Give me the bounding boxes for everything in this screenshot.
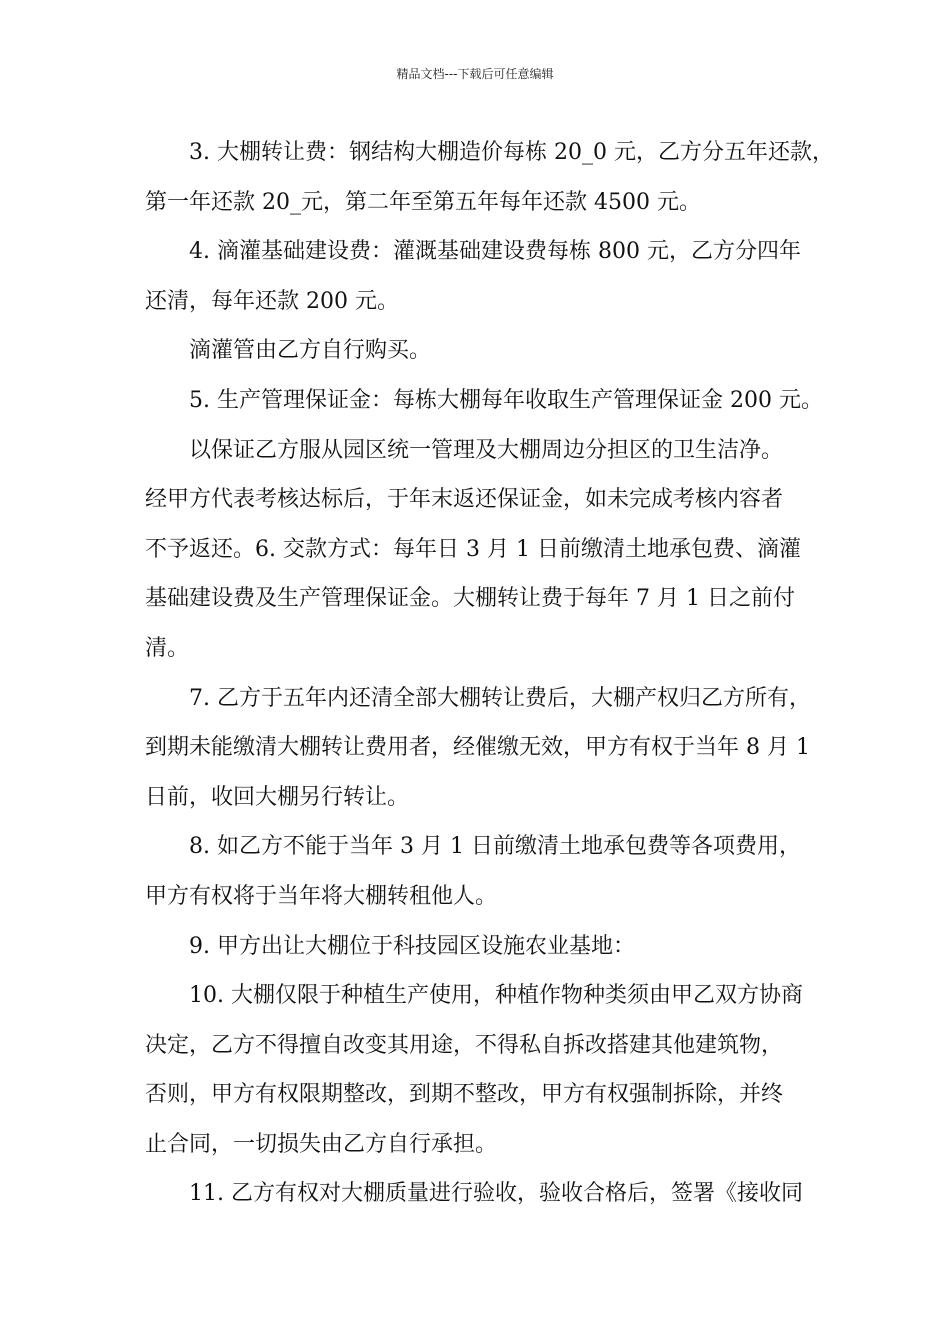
document-body: [145, 128, 834, 1219]
text-line-22: 11. 乙方有权对大棚质量进行验收，验收合格后，签署《接收同: [189, 1181, 803, 1207]
text-line-19: 决定，乙方不得擅自改变其用途，不得私自拆改搭建其他建筑物，: [145, 1032, 784, 1058]
text-line-8: 经甲方代表考核达标后，于年末返还保证金，如未完成考核内容者: [145, 487, 784, 513]
page-header: 精品文档---下载后可任意编辑: [396, 67, 554, 81]
text-line-5: 滴灌管由乙方自行购买。: [189, 338, 432, 364]
text-line-3: 4. 滴灌基础建设费：灌溉基础建设费每栋 800 元，乙方分四年: [189, 239, 801, 265]
text-line-1: 3. 大棚转让费：钢结构大棚造价每栋 20_0 元，乙方分五年还款，: [189, 140, 834, 165]
text-line-14: 日前，收回大棚另行转让。: [145, 784, 410, 810]
text-line-16: 甲方有权将于当年将大棚转租他人。: [145, 883, 498, 909]
text-line-7: 以保证乙方服从园区统一管理及大棚周边分担区的卫生洁净。: [189, 437, 784, 463]
text-line-11: 清。: [145, 635, 190, 661]
text-line-12: 7. 乙方于五年内还清全部大棚转让费后，大棚产权归乙方所有，: [189, 685, 811, 711]
text-line-9: 不予返还。6. 交款方式：每年日 3 月 1 日前缴清土地承包费、滴灌: [145, 536, 801, 562]
text-line-20: 否则，甲方有权限期整改，到期不整改，甲方有权强制拆除，并终: [145, 1082, 784, 1108]
text-line-13: 到期未能缴清大棚转让费用者，经催缴无效，甲方有权于当年 8 月 1: [145, 735, 810, 761]
text-line-2: 第一年还款 20_元，第二年至第五年每年还款 4500 元。: [145, 189, 701, 215]
text-line-10: 基础建设费及生产管理保证金。大棚转让费于每年 7 月 1 日之前付: [145, 586, 795, 612]
text-line-17: 9. 甲方出让大棚位于科技园区设施农业基地：: [189, 933, 635, 959]
text-line-18: 10. 大棚仅限于种植生产使用，种植作物种类须由甲乙双方协商: [189, 983, 803, 1009]
text-line-21: 止合同，一切损失由乙方自行承担。: [145, 1131, 498, 1157]
text-line-6: 5. 生产管理保证金：每栋大棚每年收取生产管理保证金 200 元。: [189, 387, 823, 413]
text-line-4: 还清，每年还款 200 元。: [145, 288, 399, 314]
text-line-15: 8. 如乙方不能于当年 3 月 1 日前缴清土地承包费等各项费用，: [189, 834, 801, 860]
